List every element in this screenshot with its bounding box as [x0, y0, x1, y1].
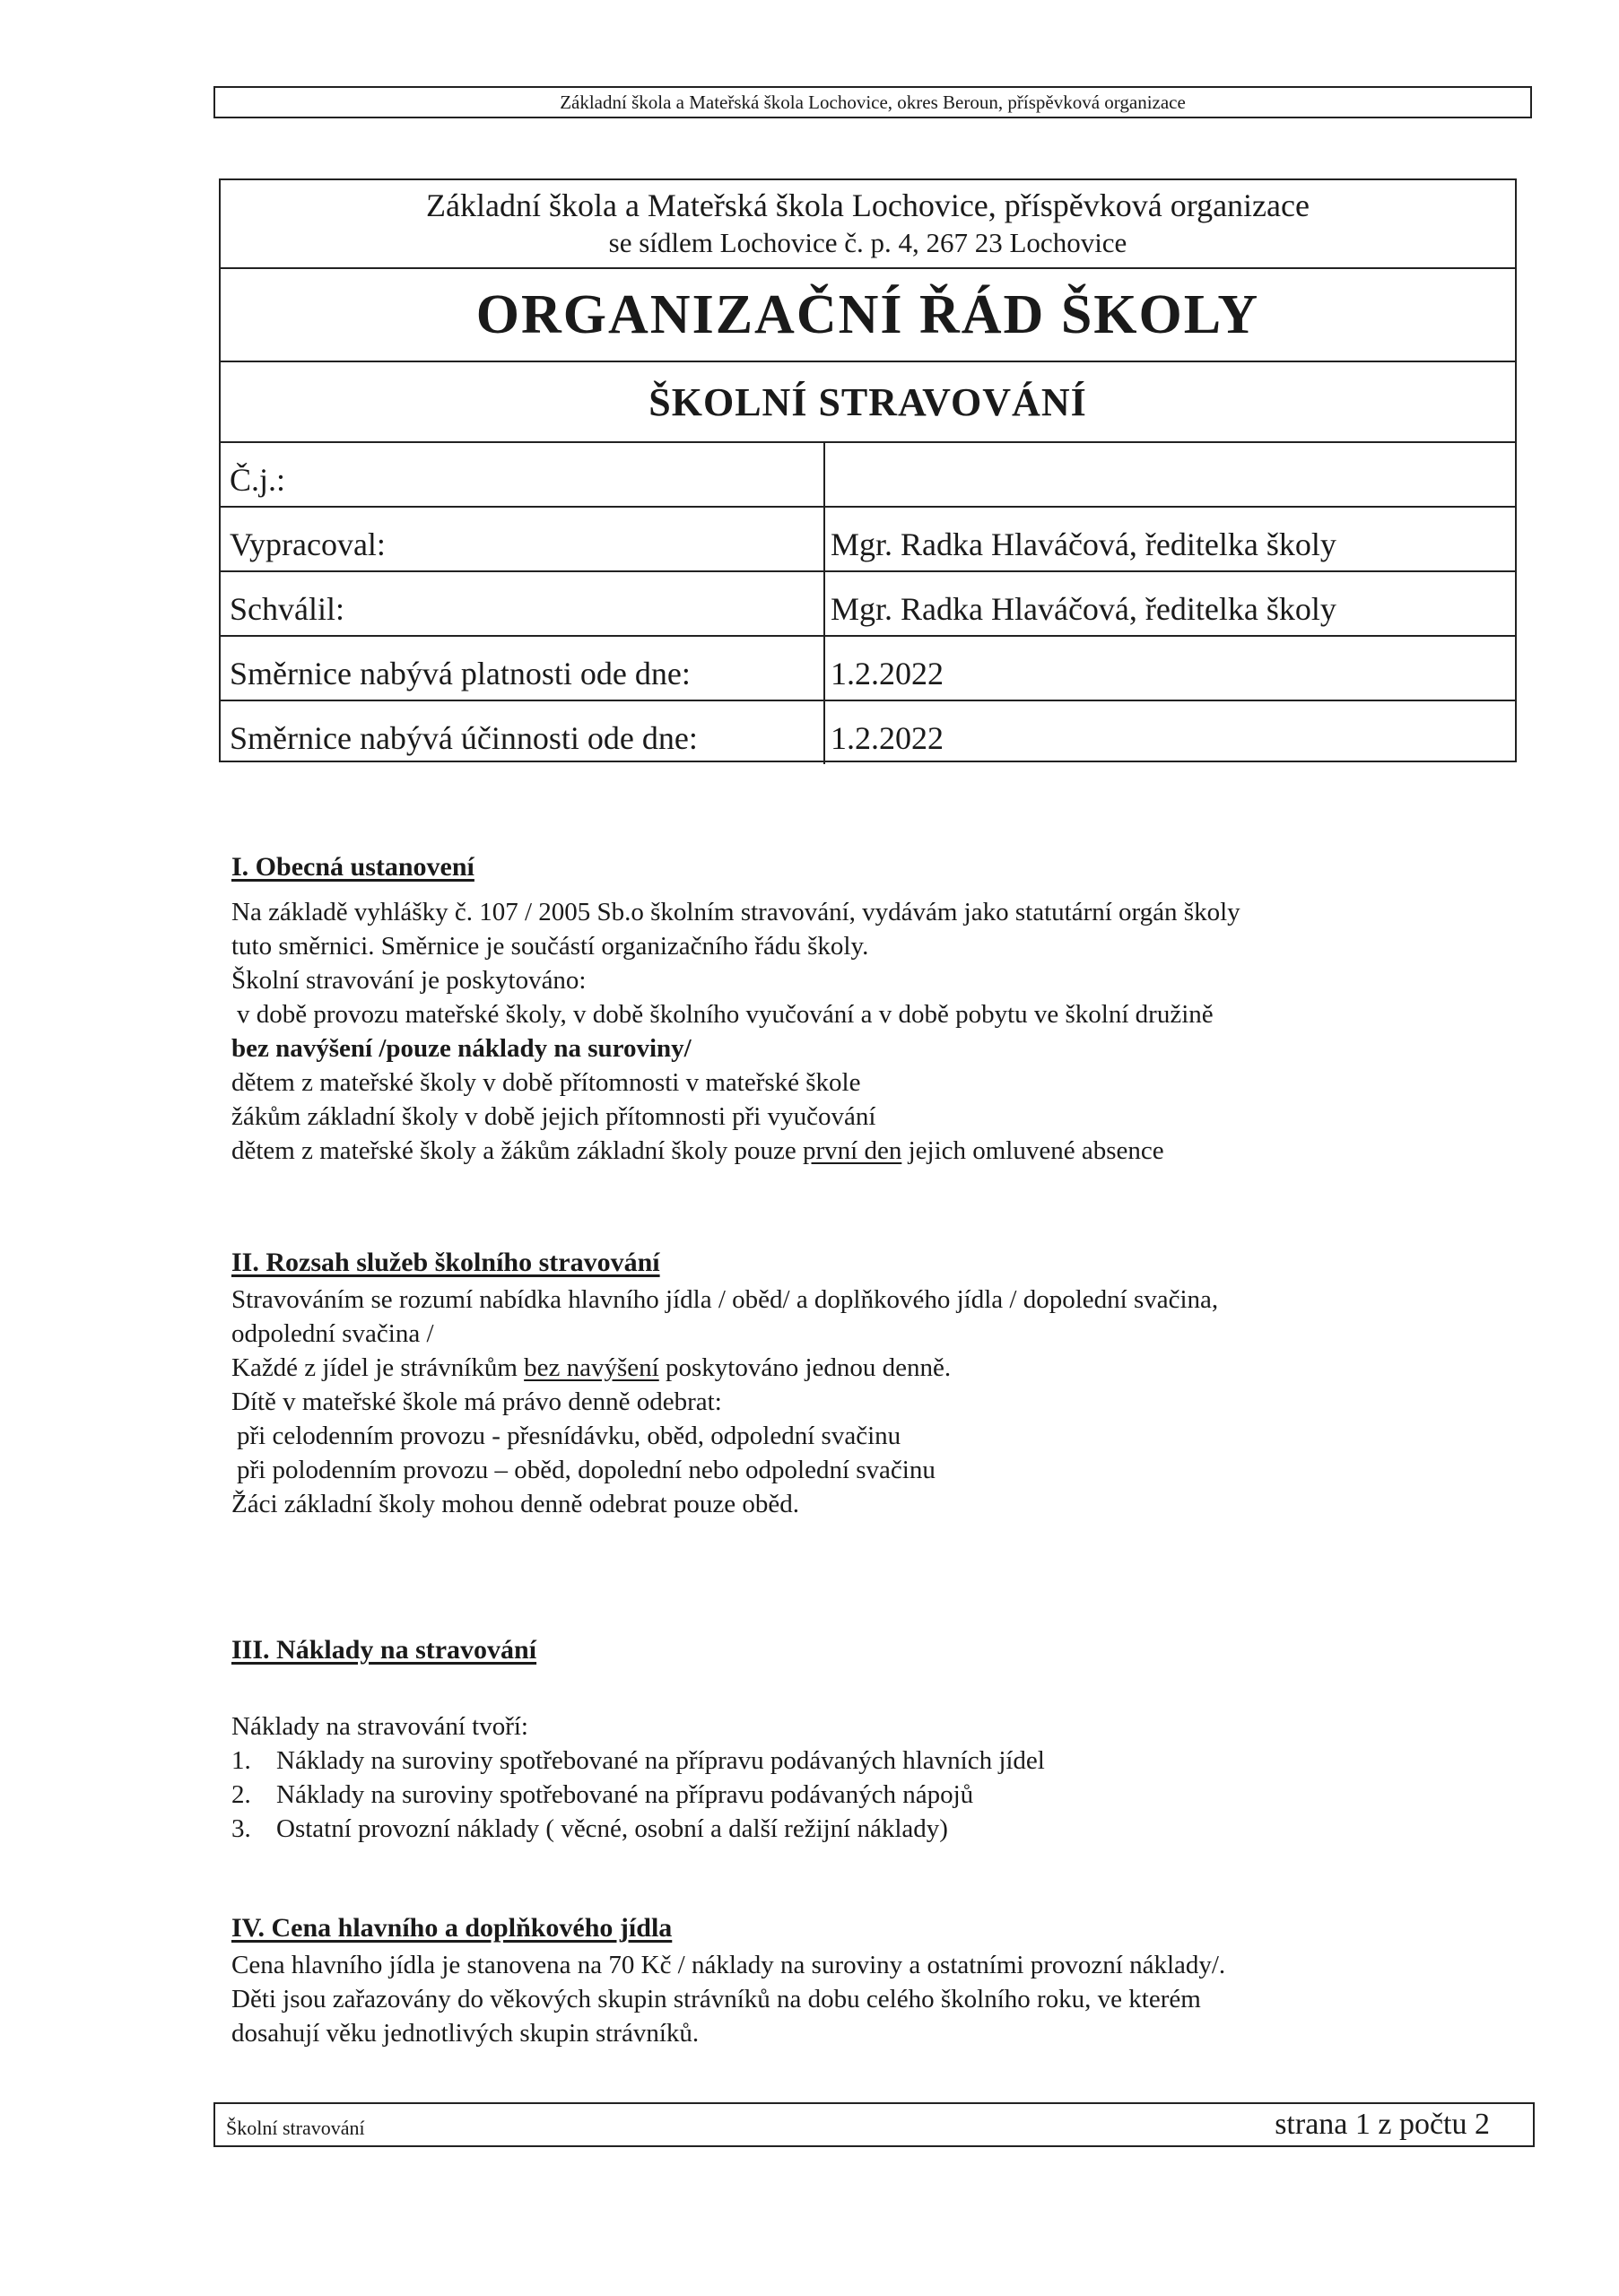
field-vypracoval — [221, 508, 1515, 572]
field-label: Schválil: — [230, 591, 344, 627]
field-value: Mgr. Radka Hlaváčová, ředitelka školy — [831, 591, 1336, 627]
running-header: Základní škola a Mateřská škola Lochovice, okres Beroun, příspěvková organizace — [213, 86, 1532, 118]
text-line: dětem z mateřské školy v době přítomnosti v mateřské škole — [231, 1068, 861, 1097]
footer-document-name: Školní stravování — [226, 2117, 365, 2139]
organization-name: Základní škola a Mateřská škola Lochovice, příspěvková organizace — [426, 187, 1310, 223]
text-line: Dítě v mateřské škole má právo denně odebrat: — [231, 1387, 722, 1416]
field-cj — [221, 443, 1515, 508]
section-heading: II. Rozsah služeb školního stravování — [231, 1248, 660, 1277]
table-divider — [823, 443, 825, 764]
section-body — [231, 1283, 1218, 1521]
field-value: 1.2.2022 — [831, 720, 944, 756]
list-text: Ostatní provozní náklady ( věcné, osobní a další režijní náklady) — [276, 1814, 948, 1843]
section-body — [231, 895, 1240, 1168]
field-ucinnost — [221, 701, 1515, 764]
document-title: ORGANIZAČNÍ ŘÁD ŠKOLY — [221, 269, 1515, 362]
text-line: Děti jsou zařazovány do věkových skupin strávníků na dobu celého školního roku, ve kterém — [231, 1985, 1201, 2013]
field-label: Směrnice nabývá platnosti ode dne: — [230, 656, 691, 691]
field-label: Směrnice nabývá účinnosti ode dne: — [230, 720, 698, 756]
text-span-underlined: první den — [802, 1136, 902, 1165]
list-text: Náklady na suroviny spotřebované na přípravu podávaných nápojů — [276, 1780, 974, 1809]
field-platnost — [221, 637, 1515, 701]
text-line: Náklady na stravování tvoří: — [231, 1712, 528, 1741]
title-block — [219, 178, 1517, 762]
section-body — [231, 1948, 1225, 2050]
text-line: při polodenním provozu – oběd, dopolední nebo odpolední svačinu — [237, 1456, 936, 1484]
section-body — [231, 1709, 1045, 1846]
list-number: 3. — [231, 1814, 251, 1843]
text-line: tuto směrnici. Směrnice je součástí organizačního řádu školy. — [231, 932, 869, 961]
text-line: Školní stravování je poskytováno: — [231, 966, 587, 995]
text-line: Na základě vyhlášky č. 107 / 2005 Sb.o školním stravování, vydávám jako statutární orgán školy — [231, 898, 1240, 926]
text-line: dosahují věku jednotlivých skupin strávníků. — [231, 2019, 700, 2048]
list-item — [231, 1744, 1045, 1778]
section-heading: I. Obecná ustanovení — [231, 852, 474, 882]
field-label: Vypracoval: — [230, 526, 386, 562]
text-line: žákům základní školy v době jejich přítomnosti při vyučování — [231, 1102, 876, 1131]
page-footer — [213, 2102, 1535, 2147]
field-label: Č.j.: — [230, 462, 286, 498]
text-span: Každé z jídel je strávníkům — [231, 1353, 525, 1382]
field-schvalil — [221, 572, 1515, 637]
section-heading: IV. Cena hlavního a doplňkového jídla — [231, 1913, 673, 1943]
text-line — [231, 1351, 1218, 1385]
page-number: strana 1 z počtu 2 — [1275, 2108, 1490, 2141]
text-span: jejich omluvené absence — [901, 1136, 1164, 1165]
document-subtitle: ŠKOLNÍ STRAVOVÁNÍ — [221, 362, 1515, 443]
text-line: v době provozu mateřské školy, v době školního vyučování a v době pobytu ve školní družině — [237, 1000, 1214, 1029]
text-line: při celodenním provozu - přesnídávku, oběd, odpolední svačinu — [237, 1422, 901, 1450]
organization-header — [221, 180, 1515, 269]
text-line — [231, 1134, 1240, 1168]
field-value: Mgr. Radka Hlaváčová, ředitelka školy — [831, 526, 1336, 562]
list-item — [231, 1812, 1045, 1846]
text-line: Žáci základní školy mohou denně odebrat pouze oběd. — [231, 1490, 799, 1518]
section-heading: III. Náklady na stravování — [231, 1635, 537, 1665]
text-line: Cena hlavního jídla je stanovena na 70 Kč / náklady na suroviny a ostatními provozní náklady/. — [231, 1951, 1226, 1979]
list-item — [231, 1778, 1045, 1812]
field-value: 1.2.2022 — [831, 656, 944, 691]
list-text: Náklady na suroviny spotřebované na přípravu podávaných hlavních jídel — [276, 1746, 1045, 1775]
text-span: poskytováno jednou denně. — [658, 1353, 952, 1382]
list-number: 2. — [231, 1780, 251, 1809]
text-line: Stravováním se rozumí nabídka hlavního jídla / oběd/ a doplňkového jídla / dopolední svačina, — [231, 1285, 1219, 1314]
text-line: bez navýšení /pouze náklady na suroviny/ — [231, 1034, 692, 1063]
text-line: odpolední svačina / — [231, 1319, 434, 1348]
list-number: 1. — [231, 1746, 251, 1775]
text-span: dětem z mateřské školy a žákům základní školy pouze — [231, 1136, 803, 1165]
organization-address: se sídlem Lochovice č. p. 4, 267 23 Lochovice — [608, 227, 1127, 258]
text-span-underlined: bez navýšení — [524, 1353, 659, 1382]
